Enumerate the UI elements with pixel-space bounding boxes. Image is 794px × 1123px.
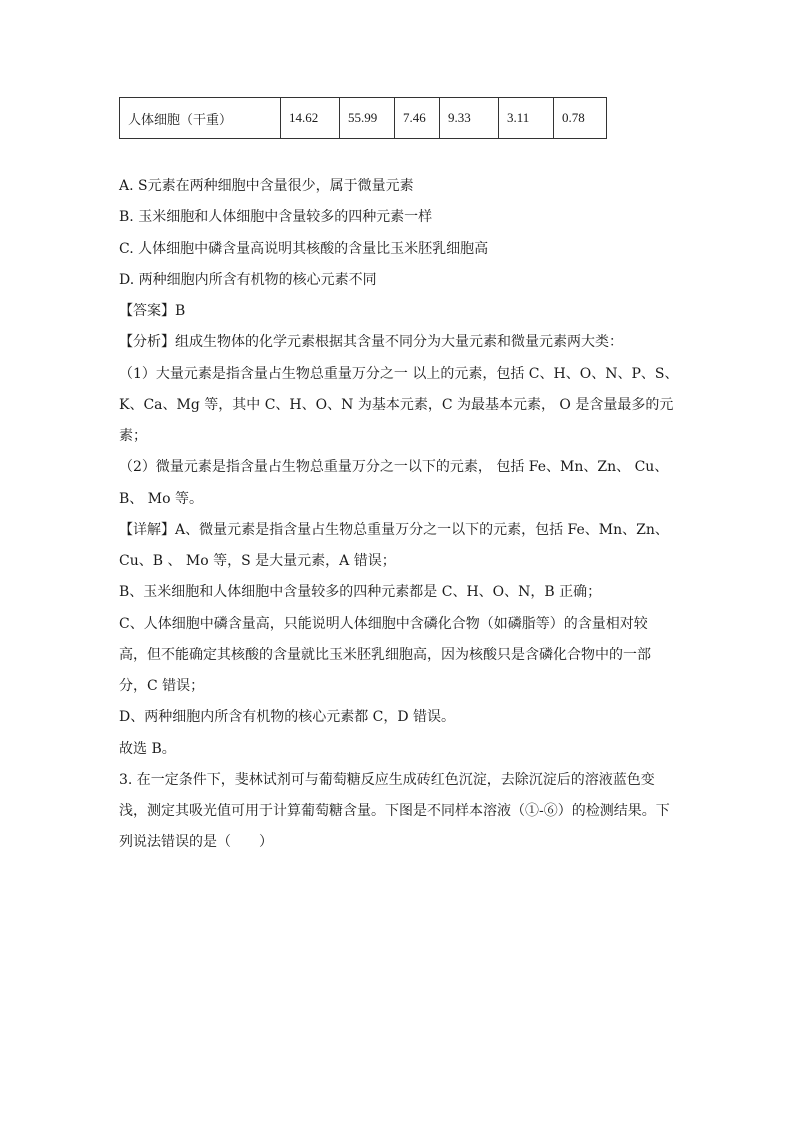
value-cell: 9.33 <box>440 98 499 139</box>
row-label-cell: 人体细胞（干重） <box>120 98 281 139</box>
detail-line: 高，但不能确定其核酸的含量就比玉米胚乳细胞高，因为核酸只是含磷化合物中的一部 <box>119 647 651 663</box>
conclusion-line: 故选 B。 <box>119 741 176 757</box>
analysis-line: （1）大量元素是指含量占生物总重量万分之一 以上的元素，包括 C、H、O、N、P、S、 <box>119 366 679 382</box>
option-d: D. 两种细胞内所含有机物的核心元素不同 <box>119 272 377 288</box>
analysis-line: （2）微量元素是指含量占生物总重量万分之一以下的元素， 包括 Fe、Mn、Zn、 Cu、 <box>119 459 669 475</box>
element-content-table <box>119 97 607 139</box>
detail-line: D、两种细胞内所含有机物的核心元素都 C，D 错误。 <box>119 709 456 725</box>
detail-line: 分，C 错误； <box>119 678 205 694</box>
question-line: 3. 在一定条件下，斐林试剂可与葡萄糖反应生成砖红色沉淀，去除沉淀后的溶液蓝色变 <box>119 772 655 788</box>
analysis-line: K、Ca、Mg 等，其中 C、H、O、N 为基本元素，C 为最基本元素， O 是含量最多的元 <box>119 397 674 413</box>
detail-line: C、人体细胞中磷含量高，只能说明人体细胞中含磷化合物（如磷脂等）的含量相对较 <box>119 616 648 632</box>
option-b: B. 玉米细胞和人体细胞中含量较多的四种元素一样 <box>119 209 433 225</box>
value-cell: 55.99 <box>340 98 395 139</box>
answer-line: 【答案】B <box>119 303 186 319</box>
detail-line: Cu、B 、 Mo 等，S 是大量元素，A 错误； <box>119 553 396 569</box>
question-line: 浅，测定其吸光值可用于计算葡萄糖含量。下图是不同样本溶液（①-⑥）的检测结果。下 <box>119 803 670 819</box>
option-a: A. S元素在两种细胞中含量很少，属于微量元素 <box>119 178 414 194</box>
analysis-line: 【分析】组成生物体的化学元素根据其含量不同分为大量元素和微量元素两大类： <box>119 334 623 350</box>
detail-line: 【详解】A、微量元素是指含量占生物总重量万分之一以下的元素，包括 Fe、Mn、Zn、 <box>119 522 669 538</box>
value-cell: 14.62 <box>281 98 340 139</box>
value-cell: 0.78 <box>554 98 607 139</box>
question-line: 列说法错误的是（ ） <box>119 834 273 850</box>
detail-line: B、玉米细胞和人体细胞中含量较多的四种元素都是 C、H、O、N，B 正确； <box>119 584 602 600</box>
analysis-line: 素； <box>119 428 147 444</box>
table-row <box>120 98 607 139</box>
value-cell: 3.11 <box>499 98 554 139</box>
option-c: C. 人体细胞中磷含量高说明其核酸的含量比玉米胚乳细胞高 <box>119 241 489 257</box>
value-cell: 7.46 <box>395 98 440 139</box>
analysis-line: B、 Mo 等。 <box>119 491 203 507</box>
